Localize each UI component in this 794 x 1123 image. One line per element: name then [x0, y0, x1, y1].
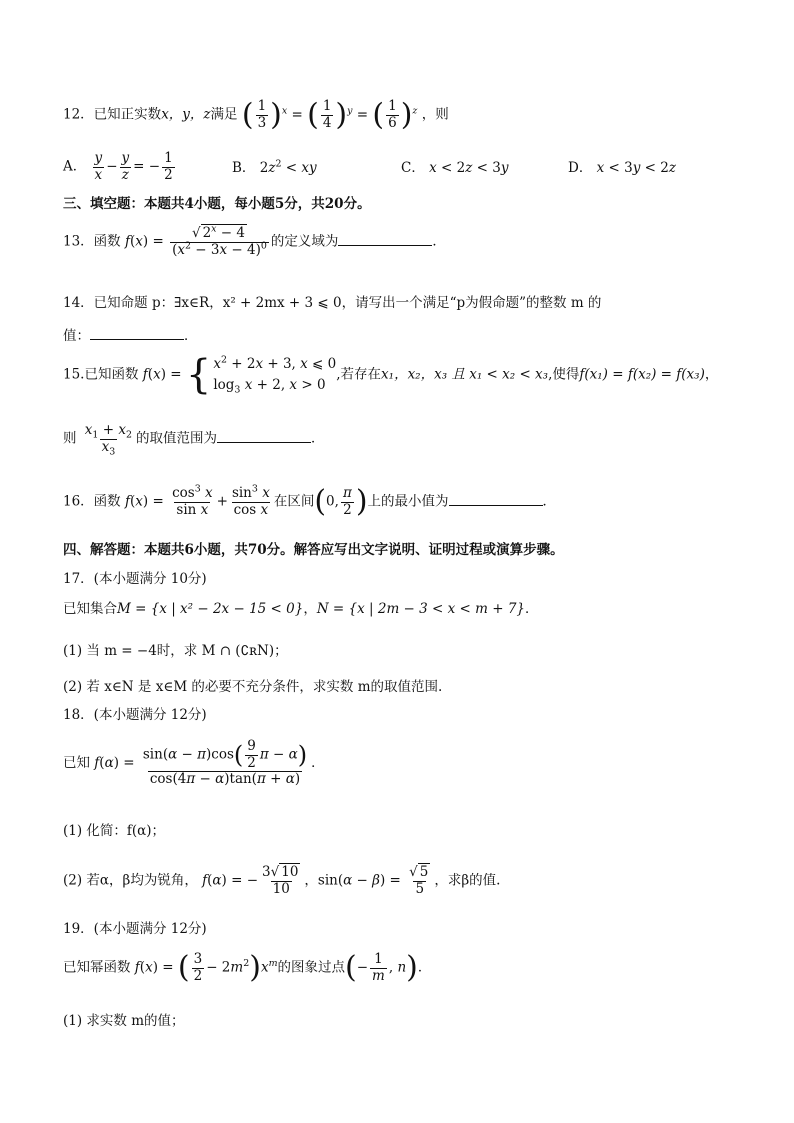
q12-stem: 12．已知正实数x，y，z满足 ( $\frac{1}{3}$ )$^x$ = ( $\frac{1}{4}$ )$^y$ = ( $\frac{1}{6}$ )$^z$ ，则 — [63, 97, 449, 132]
q12-option-d: D． x < 3y < 2z — [568, 160, 676, 176]
q16: 16．函数 f(x) = $\frac{\cos^3 x}{\text{sin x}}$ + $\frac{\sin^3 x}{\text{cos x}}$ 在区间(0, $\frac{\pi}{2}$ )上的最小值为 ． — [63, 483, 557, 519]
q19-part1: (1) 求实数 m的值； — [63, 1013, 185, 1029]
q13: 13．函数 f(x) = $\frac{√ 2^x - 4}{(x^2 - 3x - 4)^0}$ 的定义域为 ． — [63, 223, 446, 258]
q17-head: 17．(本小题满分 10分) — [63, 571, 207, 587]
q14-line1: 14．已知命题 p：∃x∈R，x² + 2mx + 3 ⩽ 0，请写出一个满足“p为假命题”的整数 m 的 — [63, 295, 602, 311]
q15-line2: 则 $\frac{x_1 + x_2}{x_3}$ 的取值范围为 ． — [63, 422, 325, 458]
q19-given: 已知幂函数 f(x) = ( $\frac{3}{2}$ − $2m^2)x^m$的图象过点(− $\frac{1}{m}$ , n)． — [63, 950, 432, 985]
q13-answer-blank[interactable] — [338, 245, 432, 246]
q12-equation: ( $\frac{1}{3}$ )$^x$ = ( $\frac{1}{4}$ )$^y$ = ( $\frac{1}{6}$ )$^z$ — [241, 97, 418, 132]
q16-answer-blank[interactable] — [449, 505, 543, 506]
q15-line1: 15.已知函数 f(x) = { $x^2 + 2x + 3$, x ⩽ 0 $\log_3 x + 2$, x > 0 ,若存在x₁，x₂，x₃ 且 x₁ < x₂ < x₃,使得f(x₁) = f(x₂) = f(x₃)， — [63, 352, 719, 398]
q12-option-a: A． $\frac{y}{x}$ − $\frac{y}{z}$ = − $\frac{1}{2}$ — [63, 150, 173, 183]
q12-option-b: B． $2z^2$ < xy — [232, 158, 317, 176]
section-3-title: 三、填空题：本题共4小题，每小题5分，共20分。 — [63, 196, 371, 212]
q12-option-c: C． x < 2z < 3y — [401, 160, 509, 176]
q18-part2: (2) 若α，β均为锐角， f(α) = − $\frac{3√ 10}{10}$ ，sin(α − β) = $\frac{√ 5}{5}$ ，求β的值. — [63, 864, 501, 897]
q17-given: 已知集合M = {x | x² − 2x − 15 < 0}，N = {x | 2m − 3 < x < m + 7}． — [63, 601, 539, 617]
q14-line2: 值： ． — [63, 328, 198, 344]
q15-answer-blank[interactable] — [217, 442, 311, 443]
q15-piecewise: { $x^2 + 2x + 3$, x ⩽ 0 $\log_3 x + 2$, x > 0 — [185, 352, 337, 398]
q18-part1: (1) 化简：f(α)； — [63, 823, 166, 839]
q17-part2: (2) 若 x∈N 是 x∈M 的必要不充分条件，求实数 m的取值范围. — [63, 679, 443, 695]
q18-given: 已知 f(α) = sin(α − π)cos( $\frac{9}{2}$ π − α) cos(4π − α)tan(π + α) ． — [63, 738, 325, 787]
q14-answer-blank[interactable] — [90, 339, 184, 340]
q18-head: 18．(本小题满分 12分) — [63, 707, 207, 723]
q19-head: 19．(本小题满分 12分) — [63, 921, 207, 937]
q17-part1: (1) 当 m = −4时，求 M ∩ (∁ʀN)； — [63, 643, 288, 659]
section-4-title: 四、解答题：本题共6小题，共70分。解答应写出文字说明、证明过程或演算步骤。 — [63, 542, 564, 558]
